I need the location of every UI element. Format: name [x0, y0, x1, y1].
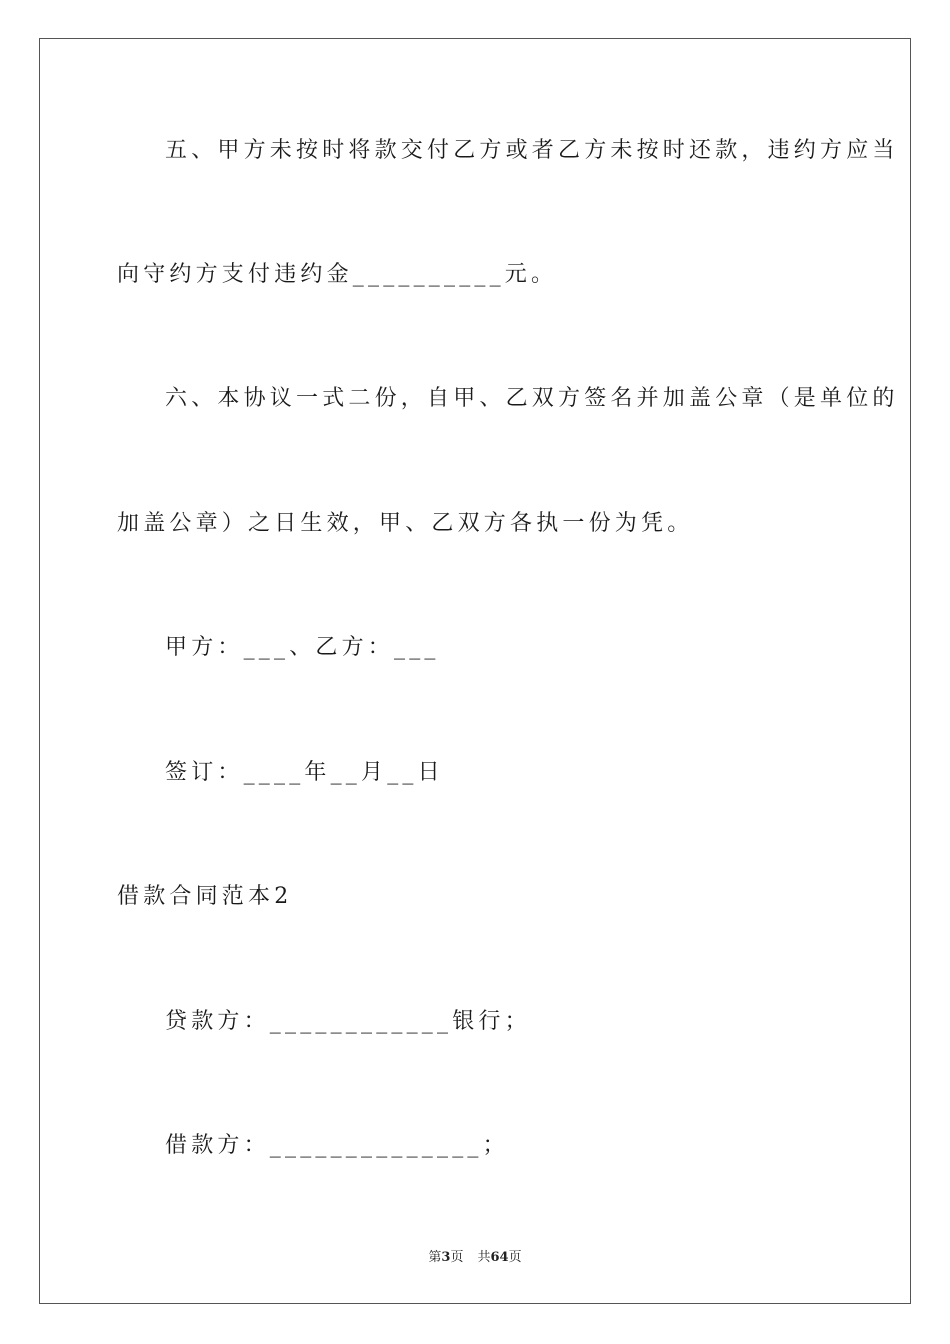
page-footer — [0, 1246, 950, 1265]
footer-total-prefix: 共 — [477, 1250, 491, 1265]
footer-page-prefix: 第 — [428, 1250, 442, 1265]
footer-total-suffix: 页 — [508, 1250, 522, 1265]
section-title: 借款合同范本2 — [117, 884, 293, 909]
footer-total-number: 64 — [490, 1250, 509, 1265]
parties-line: 甲方：___、乙方：___ — [165, 635, 440, 660]
lender-line: 贷款方：____________银行； — [165, 1009, 531, 1034]
footer-page-number: 3 — [441, 1250, 451, 1265]
footer-page-suffix: 页 — [450, 1250, 464, 1265]
clause-6-line-1: 六、本协议一式二份，自甲、乙双方签名并加盖公章（是单位的 — [165, 386, 899, 411]
signing-date-line: 签订：____年__月__日 — [165, 760, 444, 785]
clause-6-line-2: 加盖公章）之日生效，甲、乙双方各执一份为凭。 — [117, 511, 694, 536]
clause-5-line-1: 五、甲方未按时将款交付乙方或者乙方未按时还款，违约方应当 — [165, 138, 899, 163]
borrower-line: 借款方：______________； — [165, 1133, 509, 1158]
clause-5-line-2: 向守约方支付违约金__________元。 — [117, 262, 558, 287]
page-border — [39, 38, 911, 1304]
